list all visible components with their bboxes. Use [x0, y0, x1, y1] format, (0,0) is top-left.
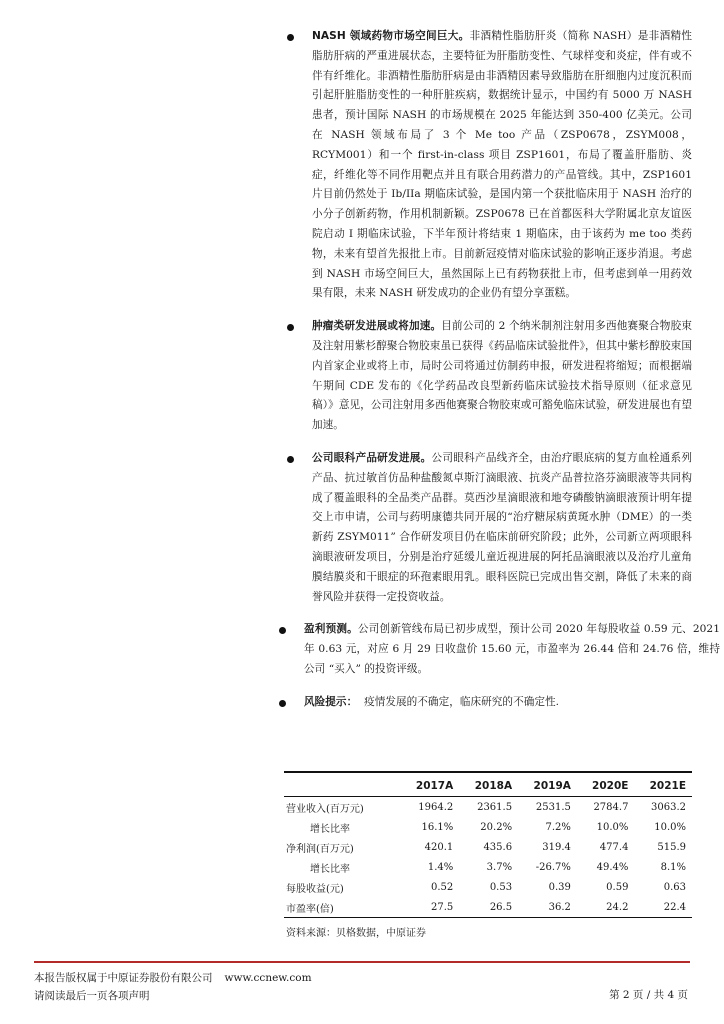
bullet-dot-icon — [287, 34, 294, 41]
table-cell: 477.4 — [599, 841, 629, 853]
bullet-oncology — [284, 317, 692, 436]
table-cell: 0.39 — [548, 881, 571, 893]
table-cell: 435.6 — [483, 841, 513, 853]
table-cell: 0.53 — [489, 881, 513, 893]
table-cell: 2784.7 — [593, 801, 629, 813]
table-row — [284, 897, 692, 918]
row-label: 市盈率(倍) — [286, 903, 334, 915]
bullet-paragraph — [312, 317, 692, 436]
bullet-nash — [284, 27, 692, 304]
bullet-title: NASH 领域药物市场空间巨大。 — [312, 30, 470, 42]
table-cell: 515.9 — [657, 841, 686, 853]
table-cell: 420.1 — [424, 841, 454, 853]
table-cell: 3063.2 — [651, 801, 686, 813]
bullet-body: 非酒精性脂肪肝炎（简称 NASH）是非酒精性脂肪肝病的严重进展状态，主要特征为肝脂肪变性、气球样变和炎症，伴有或不伴有纤维化。非酒精性脂肪肝病是由非酒精因素导致脂肪在肝细胞内过度沉积而引起肝脏脂肪变性的一种肝脏疾病，数据统计显示，中国约有 5000 万 NASH 患者，预计国际 NASH 的市场规模在 2025 年能达到 350-400 亿美元。公司在 NASH 领域布局了 3 个 Me too 产品（ZSP0678，ZSYM008，RCYM001）和一个 first-in-class 项目 ZSP1601，布局了覆盖肝脂肪、炎症，纤维化等不同作用靶点并且有联合用药潜力的产品管线。其中，ZSP1601 片目前仍然处于 Ib/IIa 期临床试验，是国内第一个获批临床用于 NASH 治疗的小分子创新药物，作用机制新颖。ZSP0678 已在首都医科大学附属北京友谊医院启动 I 期临床试验，下半年预计将结束 1 期临床，由于该药为 me too 类药物，未来有望首先报批上市。目前新冠疫情对临床试验的影响正逐步消退。考虑到 NASH 市场空间巨大，虽然国际上已有药物获批上市，但考虑到单一用药效果有限，未来 NASH 研发成功的企业仍有望分享蛋糕。 — [312, 30, 692, 300]
table-cell: 1964.2 — [418, 801, 454, 813]
table-cell: 7.2% — [545, 821, 571, 833]
bullet-paragraph — [304, 620, 720, 679]
row-label: 营业收入(百万元) — [286, 803, 364, 815]
table-cell: 0.63 — [663, 881, 686, 893]
bullet-paragraph — [312, 449, 692, 607]
footer-copyright-line — [34, 969, 312, 987]
table-cell: 8.1% — [660, 861, 686, 873]
footer-divider — [34, 961, 690, 963]
table-header-cell: 2018A — [474, 780, 513, 792]
bullet-ophthalmology — [284, 449, 692, 607]
table-header-row — [284, 777, 692, 797]
forecast-body: 公司创新管线布局已初步成型，预计公司 2020 年每股收益 0.59 元、2021 年 0.63 元，对应 6 月 29 日收盘价 15.60 元，市盈率为 26.44 倍和 24.76 倍，维持公司 “买入” 的投资评级。 — [304, 623, 721, 675]
table-cell: 36.2 — [548, 901, 571, 913]
bullet-dot-icon — [279, 627, 286, 634]
bullet-paragraph — [304, 693, 720, 713]
table-header-cell: 2017A — [415, 780, 454, 792]
table-source: 资料来源：贝格数据，中原证券 — [286, 928, 426, 939]
bullet-paragraph — [312, 27, 692, 304]
bullet-dot-icon — [287, 324, 294, 331]
table-header-cell: 2021E — [649, 780, 686, 792]
bullet-risk — [276, 693, 720, 713]
table-cell: 10.0% — [596, 821, 629, 833]
table-cell: 0.52 — [430, 881, 454, 893]
table-row — [284, 877, 692, 897]
row-label: 每股收益(元) — [286, 883, 344, 895]
row-label: 增长比率 — [310, 823, 350, 835]
footer-url-link[interactable]: www.ccnew.com — [224, 972, 312, 984]
financial-table-section — [284, 771, 692, 939]
table-row — [284, 797, 692, 818]
bullet-dot-icon — [287, 456, 294, 463]
table-cell: 0.59 — [606, 881, 629, 893]
financial-table — [284, 777, 692, 918]
bullet-list — [284, 27, 721, 726]
table-cell: 1.4% — [427, 861, 454, 873]
bullet-body: 公司眼科产品线齐全，由治疗眼底病的复方血栓通系列产品、抗过敏首仿品种盐酸氮卓斯汀滴眼液、抗炎产品普拉洛芬滴眼液等共同构成了覆盖眼科的全品类产品群。莫西沙星滴眼液和地夸磷酸钠滴眼液预计明年提交上市申请，公司与药明康德共同开展的“治疗糖尿病黄斑水肿（DME）的一类新药 ZSYM011” 合作研发项目仍在临床前研究阶段；此外，公司新立两项眼科滴眼液研发项目，分别是治疗延缓儿童近视进展的阿托品滴眼液以及治疗儿童角膜结膜炎和干眼症的环孢素眼用乳。眼科医院已完成出售交割，降低了未来的商誉风险并获得一定投资收益。 — [312, 451, 692, 603]
table-cell: -26.7% — [535, 861, 571, 873]
bullet-dot-icon — [279, 700, 286, 707]
table-header-cell: 2019A — [533, 780, 571, 792]
bullet-forecast — [276, 620, 720, 679]
table-cell: 3.7% — [486, 861, 513, 873]
table-cell: 2531.5 — [535, 801, 571, 813]
footer-copyright: 本报告版权属于中原证券股份有限公司 — [34, 972, 213, 984]
table-row — [284, 837, 692, 857]
table-cell: 24.2 — [606, 901, 629, 913]
table-header-cell: 2020E — [592, 780, 629, 792]
table-cell: 16.1% — [421, 821, 454, 833]
table-row — [284, 817, 692, 837]
table-cell: 20.2% — [480, 821, 513, 833]
table-cell: 22.4 — [663, 901, 686, 913]
bullet-title: 肿瘤类研发进展或将加速。 — [312, 320, 442, 333]
risk-title: 风险提示： — [304, 695, 358, 708]
table-cell: 2361.5 — [477, 801, 513, 813]
table-cell: 10.0% — [654, 821, 686, 833]
table-cell: 26.5 — [489, 901, 513, 913]
bullet-title: 公司眼科产品研发进展。 — [312, 451, 432, 464]
table-cell: 27.5 — [430, 901, 454, 913]
row-label: 增长比率 — [310, 863, 350, 875]
table-top-rule — [284, 771, 692, 773]
table-cell: 49.4% — [596, 861, 629, 873]
table-row — [284, 857, 692, 877]
footer-disclaimer: 请阅读最后一页各项声明 — [34, 990, 150, 1002]
forecast-title: 盈利预测。 — [304, 623, 358, 636]
row-label: 净利润(百万元) — [286, 843, 354, 855]
bullet-body: 目前公司的 2 个纳米制剂注射用多西他赛聚合物胶束及注射用紫杉醇聚合物胶束虽已获得《药品临床试验批件》，但其中紫杉醇胶束国内首家企业或将上市，局时公司将通过仿制药申报，研发进程将缩短；而根据端午期间 CDE 发布的《化学药品改良型新药临床试验技术指导原则（征求意见稿）》意见，公司注射用多西他赛聚合物胶束或可豁免临床试验，研发进展也有望加速。 — [312, 320, 692, 432]
table-cell: 319.4 — [542, 841, 571, 853]
page-number: 第 2 页 / 共 4 页 — [609, 989, 688, 1001]
footer-left — [34, 969, 312, 1005]
risk-body: 疫情发展的不确定，临床研究的不确定性. — [364, 695, 560, 708]
table-header-blank — [284, 777, 400, 797]
